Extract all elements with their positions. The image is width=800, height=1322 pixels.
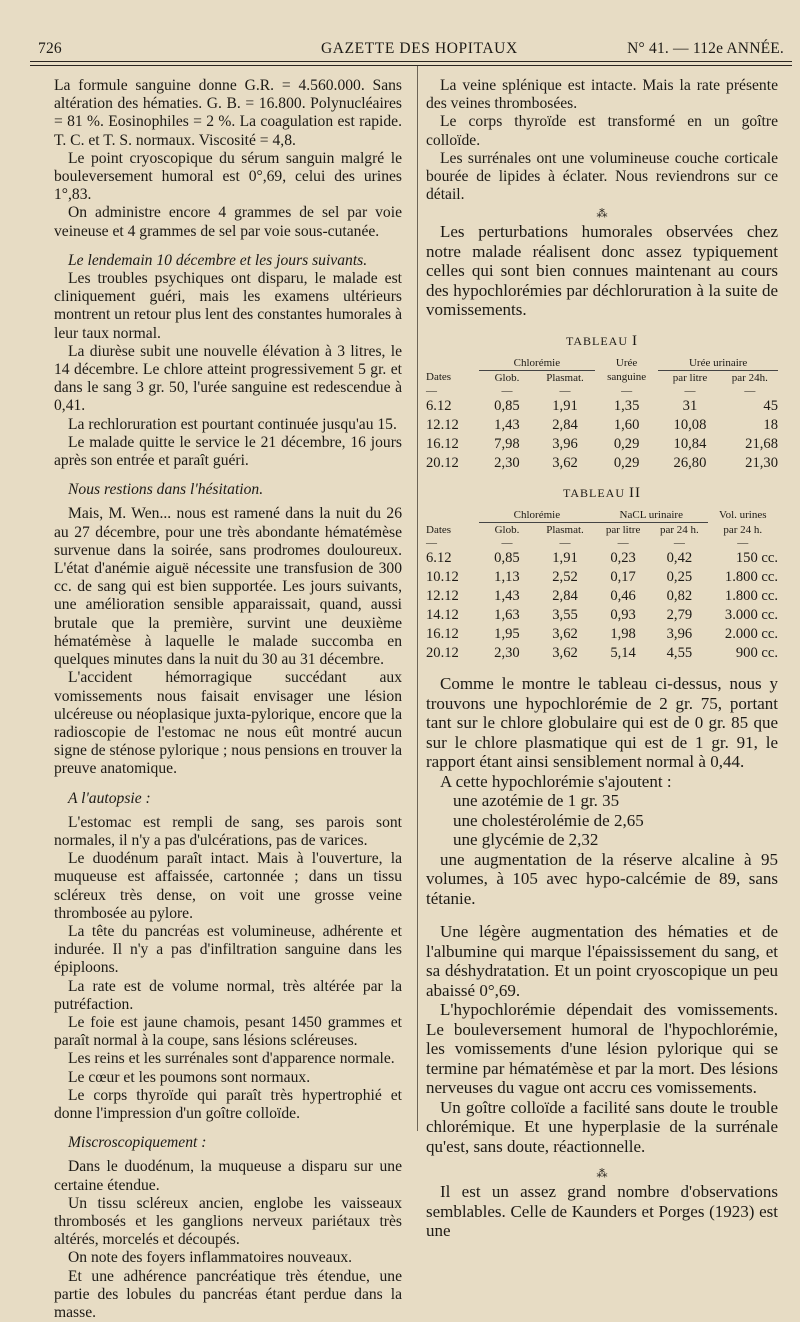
table-cell: 1,95 (494, 625, 520, 642)
table-cell: 1,63 (494, 606, 520, 623)
paragraph: La diurèse subit une nouvelle élévation à 3 litres, le 14 décembre. Le chlore atteint progressivement 5 gr. et dans le sang 3 gr. 50, l'urée sanguine est redescendue à 0,41. (54, 342, 402, 415)
table2-title: TABLEAU II (562, 485, 642, 502)
table1 (426, 356, 778, 472)
table-cell: 21,30 (745, 454, 778, 471)
table2-group-nacl: NaCL urinaire (595, 508, 708, 523)
table-cell: 6.12 (426, 397, 452, 414)
intro-paragraph: Les perturbations humorales observées chez notre malade réalisent donc assez typiquement celles qui sont bien connues maintenant au cours des hypochlorémies par déchloruration à la suite de vomissements. (426, 222, 778, 320)
table-cell: 2,30 (494, 644, 520, 661)
table-cell: 1,13 (494, 568, 520, 585)
header-dash: — (617, 536, 629, 549)
column-header: Glob. (494, 523, 520, 536)
header-dash: — (621, 384, 633, 397)
paragraph: La rate est de volume normal, très altérée par la putréfaction. (54, 977, 402, 1013)
page-number: 726 (38, 40, 62, 57)
table-cell: 3,96 (552, 435, 578, 452)
table2-group-chloremie: Chlorémie (479, 508, 595, 523)
table-row (426, 415, 778, 434)
table-cell: 0,85 (494, 549, 520, 566)
table-cell: 1,60 (613, 416, 640, 433)
paragraph: Miscroscopiquement : (68, 1134, 207, 1152)
paragraph: Le cœur et les poumons sont normaux. (68, 1068, 311, 1086)
section-separator: ⁂ (596, 208, 608, 221)
table2-group-vol: Vol. urines (719, 509, 767, 522)
paragraph: une azotémie de 1 gr. 35 (453, 791, 620, 811)
table-cell: 12.12 (426, 416, 459, 433)
paragraph: Nous restions dans l'hésitation. (68, 481, 264, 499)
paragraph: Le foie est jaune chamois, pesant 1450 grammes et paraît normal à la coupe, sans lésions scléreuses. (54, 1013, 402, 1050)
table-cell: 1.800 cc. (724, 568, 778, 585)
paragraph: Les reins et les surrénales sont d'apparence normale. (68, 1050, 395, 1068)
table-cell: 6.12 (426, 549, 452, 566)
table-cell: 3,62 (552, 454, 578, 471)
table-cell: 0,29 (613, 435, 640, 452)
header-dash: — (501, 384, 513, 397)
paragraph: L'accident hémorragique succédant aux vomissements nous faisait envisager une lésion ulcéreuse ou néoplasique juxta-pylorique, encore que la radioscopie de l'estomac ne nous eût montré aucun signe de sténose pylorique ; nous pensions en trouver la preuve anatomique. (54, 669, 402, 778)
paragraph: Le duodénum paraît intact. Mais à l'ouverture, la muqueuse est affaissée, cartonnée ; dans un tissu scléreux très dense, on voit une grosse veine thrombosée au pylore. (54, 850, 402, 922)
paragraph: La rechloruration est pourtant continuée jusqu'au 15. (68, 415, 397, 433)
table-cell: 150 cc. (735, 549, 778, 566)
section-separator-2: ⁂ (596, 1168, 608, 1181)
column-header: par 24 h. (660, 523, 699, 536)
paragraph: Dans le duodénum, la muqueuse a disparu sur une certaine étendue. (54, 1158, 402, 1194)
paragraph: La formule sanguine donne G.R. = 4.560.000. Sans altération des hématies. G. B. = 16.800. Polynucléaires = 81 %. Eosinophiles = 2 %. La coagulation est rapide. T. C. et T. S. normaux. Viscosité = 4,8. (54, 77, 402, 149)
table-cell: 31 (682, 397, 698, 414)
table-cell: 18 (763, 416, 778, 433)
table-cell: 1,98 (610, 625, 636, 642)
header-dash: — (737, 536, 749, 549)
table1-group-uree-urinaire: Urée urinaire (658, 356, 778, 371)
paragraph: A l'autopsie : (68, 789, 151, 807)
table-row (426, 434, 778, 453)
paragraph: Le corps thyroïde est transformé en un goître colloïde. (426, 113, 778, 149)
paragraph: Mais, M. Wen... nous est ramené dans la nuit du 26 au 27 décembre, pour une très abondante hématémèse survenue dans la soirée, sans prodromes douloureux. L'état d'anémie aiguë nécessite une transfusion de 300 cc. de sang qui est bien supportée. Les jours suivants, une amélioration sensible apparaissait, quand, aussi brutale que la première, survint une deuxième hématémèse à laquelle le malade succomba en quelques minutes dans la nuit du 30 au 31 décembre. (54, 505, 402, 669)
table-cell: 1,91 (552, 397, 578, 414)
table-row (426, 453, 778, 472)
running-header (38, 34, 792, 62)
table-cell: 0,23 (610, 549, 636, 566)
paragraph: Le point cryoscopique du sérum sanguin malgré le bouleversement humoral est 0°,69, celui des urines 1°,83. (54, 149, 402, 204)
paragraph: Le lendemain 10 décembre et les jours suivants. (68, 251, 368, 269)
table-cell: 3.000 cc. (724, 606, 778, 623)
paragraph: L'hypochlorémie dépendait des vomissements. Le bouleversement humoral de l'hypochlorémie, les vomissements d'une lésion pylorique qui se termine par hématémèse et par la mort. Des lésions nerveuses du vague ont accru ces vomissements. (426, 1000, 778, 1098)
table-cell: 20.12 (426, 644, 459, 661)
table-row (426, 624, 778, 643)
table-cell: 21,68 (745, 435, 778, 452)
table-cell: 2.000 cc. (724, 625, 778, 642)
column-header: sanguine (607, 371, 647, 384)
column-header: Glob. (494, 371, 520, 384)
header-dash: — (559, 536, 571, 549)
table-cell: 20.12 (426, 454, 459, 471)
right-top-paragraphs (426, 77, 778, 204)
right-column (426, 77, 778, 1241)
table1-title: TABLEAU I (565, 332, 639, 349)
paragraph: Le corps thyroïde qui paraît très hypertrophié et donne l'impression d'un goître colloïde. (54, 1086, 402, 1122)
table-cell: 16.12 (426, 625, 459, 642)
table-cell: 0,46 (610, 587, 636, 604)
table2 (426, 508, 778, 662)
header-rule (30, 61, 792, 62)
table-cell: 0,93 (610, 606, 636, 623)
paragraph: L'estomac est rempli de sang, ses parois sont normales, il n'y a pas d'ulcérations, pas de varices. (54, 813, 402, 849)
header-dash: — (673, 536, 685, 549)
table-cell: 2,84 (552, 416, 578, 433)
table-cell: 3,96 (666, 625, 693, 642)
header-dash: — (426, 384, 437, 397)
paragraph: Le malade quitte le service le 21 décembre, 16 jours après son entrée et paraît guéri. (54, 433, 402, 470)
journal-title: GAZETTE DES HOPITAUX (321, 40, 518, 57)
left-column (54, 77, 402, 1322)
paragraph: Les surrénales ont une volumineuse couche corticale bourée de lipides à éclater. Nous reviendrons sur ce détail. (426, 149, 778, 204)
paragraph: une augmentation de la réserve alcaline à 95 volumes, à 105 avec hypo-calcémie de 89, sans tétanie. (426, 849, 778, 908)
table-cell: 45 (763, 397, 778, 414)
paragraph: Comme le montre le tableau ci-dessus, nous y trouvons une hypochlorémie de 2 gr. 75, portant tant sur le chlore globulaire qui est de 0 gr. 85 que sur le chlore plasmatique qui est de 1 gr. 91, le rapport étant ainsi sensiblement normal à 0,44. (426, 674, 778, 772)
header-dash: — (684, 384, 696, 397)
table-cell: 1,43 (494, 416, 520, 433)
table-cell: 10,08 (673, 416, 707, 433)
table-row (426, 396, 778, 415)
table-cell: 0,85 (494, 397, 520, 414)
table-row (426, 643, 778, 662)
table-cell: 900 cc. (735, 644, 778, 661)
table-cell: 4,55 (666, 644, 693, 661)
table-cell: 0,29 (613, 454, 640, 471)
right-discussion (426, 674, 778, 1156)
table-cell: 1,35 (613, 397, 640, 414)
table1-group-uree: Urée (615, 356, 638, 369)
header-dash: — (744, 384, 756, 397)
table-cell: 0,17 (610, 568, 636, 585)
column-header: Plasmat. (546, 371, 584, 384)
column-header: par 24 h. (723, 523, 763, 536)
paragraph: La tête du pancréas est volumineuse, adhérente et indurée. Il n'y a pas d'infiltration sanguine dans les épiploons. (54, 922, 402, 977)
paragraph: Une légère augmentation des hématies et de l'albumine qui marque l'épaississement du sang, et sa déshydratation. Et un point cryoscopique un peu abaissé 0°,69. (426, 922, 778, 1000)
table-cell: 12.12 (426, 587, 459, 604)
table-cell: 1,91 (552, 549, 578, 566)
table-row (426, 548, 778, 567)
paragraph: A cette hypochlorémie s'ajoutent : (440, 771, 672, 791)
paragraph: On note des foyers inflammatoires nouveaux. (68, 1249, 353, 1267)
paragraph: une cholestérolémie de 2,65 (453, 810, 644, 830)
table-cell: 1.800 cc. (724, 587, 778, 604)
table-cell: 0,82 (666, 587, 693, 604)
table-cell: 0,25 (666, 568, 693, 585)
table-cell: 2,30 (494, 454, 520, 471)
table-cell: 2,84 (552, 587, 578, 604)
table-cell: 3,62 (552, 644, 578, 661)
header-dash: — (426, 536, 437, 549)
table-cell: 2,79 (666, 606, 693, 623)
table-cell: 16.12 (426, 435, 459, 452)
table-row (426, 586, 778, 605)
table-cell: 14.12 (426, 606, 459, 623)
table-row (426, 567, 778, 586)
table-cell: 10.12 (426, 568, 459, 585)
table-cell: 2,52 (552, 568, 578, 585)
header-dash: — (501, 536, 513, 549)
paragraph: Un goître colloïde a facilité sans doute le trouble chlorémique. Et une hyperplasie de la surrénale qu'est, sans doute, réactionnelle. (426, 1097, 778, 1156)
column-header: Dates (426, 523, 452, 536)
column-header: Dates (426, 371, 452, 384)
column-header: par litre (672, 371, 708, 384)
column-divider (417, 66, 418, 1131)
column-header: par 24h. (731, 371, 768, 384)
paragraph: Un tissu scléreux ancien, englobe les vaisseaux thrombosés et les ganglions nerveux pariétaux très altérés, morcelés et découpés. (54, 1194, 402, 1249)
table1-group-chloremie: Chlorémie (479, 356, 595, 371)
paragraph: Et une adhérence pancréatique très étendue, une partie des lobules du pancréas étant perdue dans la masse. (54, 1267, 402, 1321)
table-cell: 26,80 (673, 454, 707, 471)
column-header: Plasmat. (546, 523, 584, 536)
table-cell: 5,14 (610, 644, 636, 661)
paragraph: On administre encore 4 grammes de sel par voie veineuse et 4 grammes de sel par voie sous-cutanée. (54, 204, 402, 240)
table-cell: 7,98 (494, 435, 520, 452)
header-dash: — (559, 384, 571, 397)
table-cell: 1,43 (494, 587, 520, 604)
paragraph: La veine splénique est intacte. Mais la rate présente des veines thrombosées. (426, 77, 778, 113)
header-rule-thin (30, 65, 792, 66)
paragraph: une glycémie de 2,32 (453, 830, 599, 850)
column-header: par litre (605, 523, 641, 536)
closing-paragraph: Il est un assez grand nombre d'observations semblables. Celle de Kaunders et Porges (1923) est une (426, 1182, 778, 1241)
paragraph: Les troubles psychiques ont disparu, le malade est cliniquement guéri, mais les examens ultérieurs montrent un retour plus lent des constantes humorales à leur taux normal. (54, 270, 402, 342)
table-row (426, 605, 778, 624)
table-cell: 3,55 (552, 606, 578, 623)
table-cell: 3,62 (552, 625, 578, 642)
table-cell: 0,42 (666, 549, 693, 566)
table-cell: 10,84 (673, 435, 707, 452)
issue-number: N° 41. — 112e ANNÉE. (627, 40, 784, 57)
